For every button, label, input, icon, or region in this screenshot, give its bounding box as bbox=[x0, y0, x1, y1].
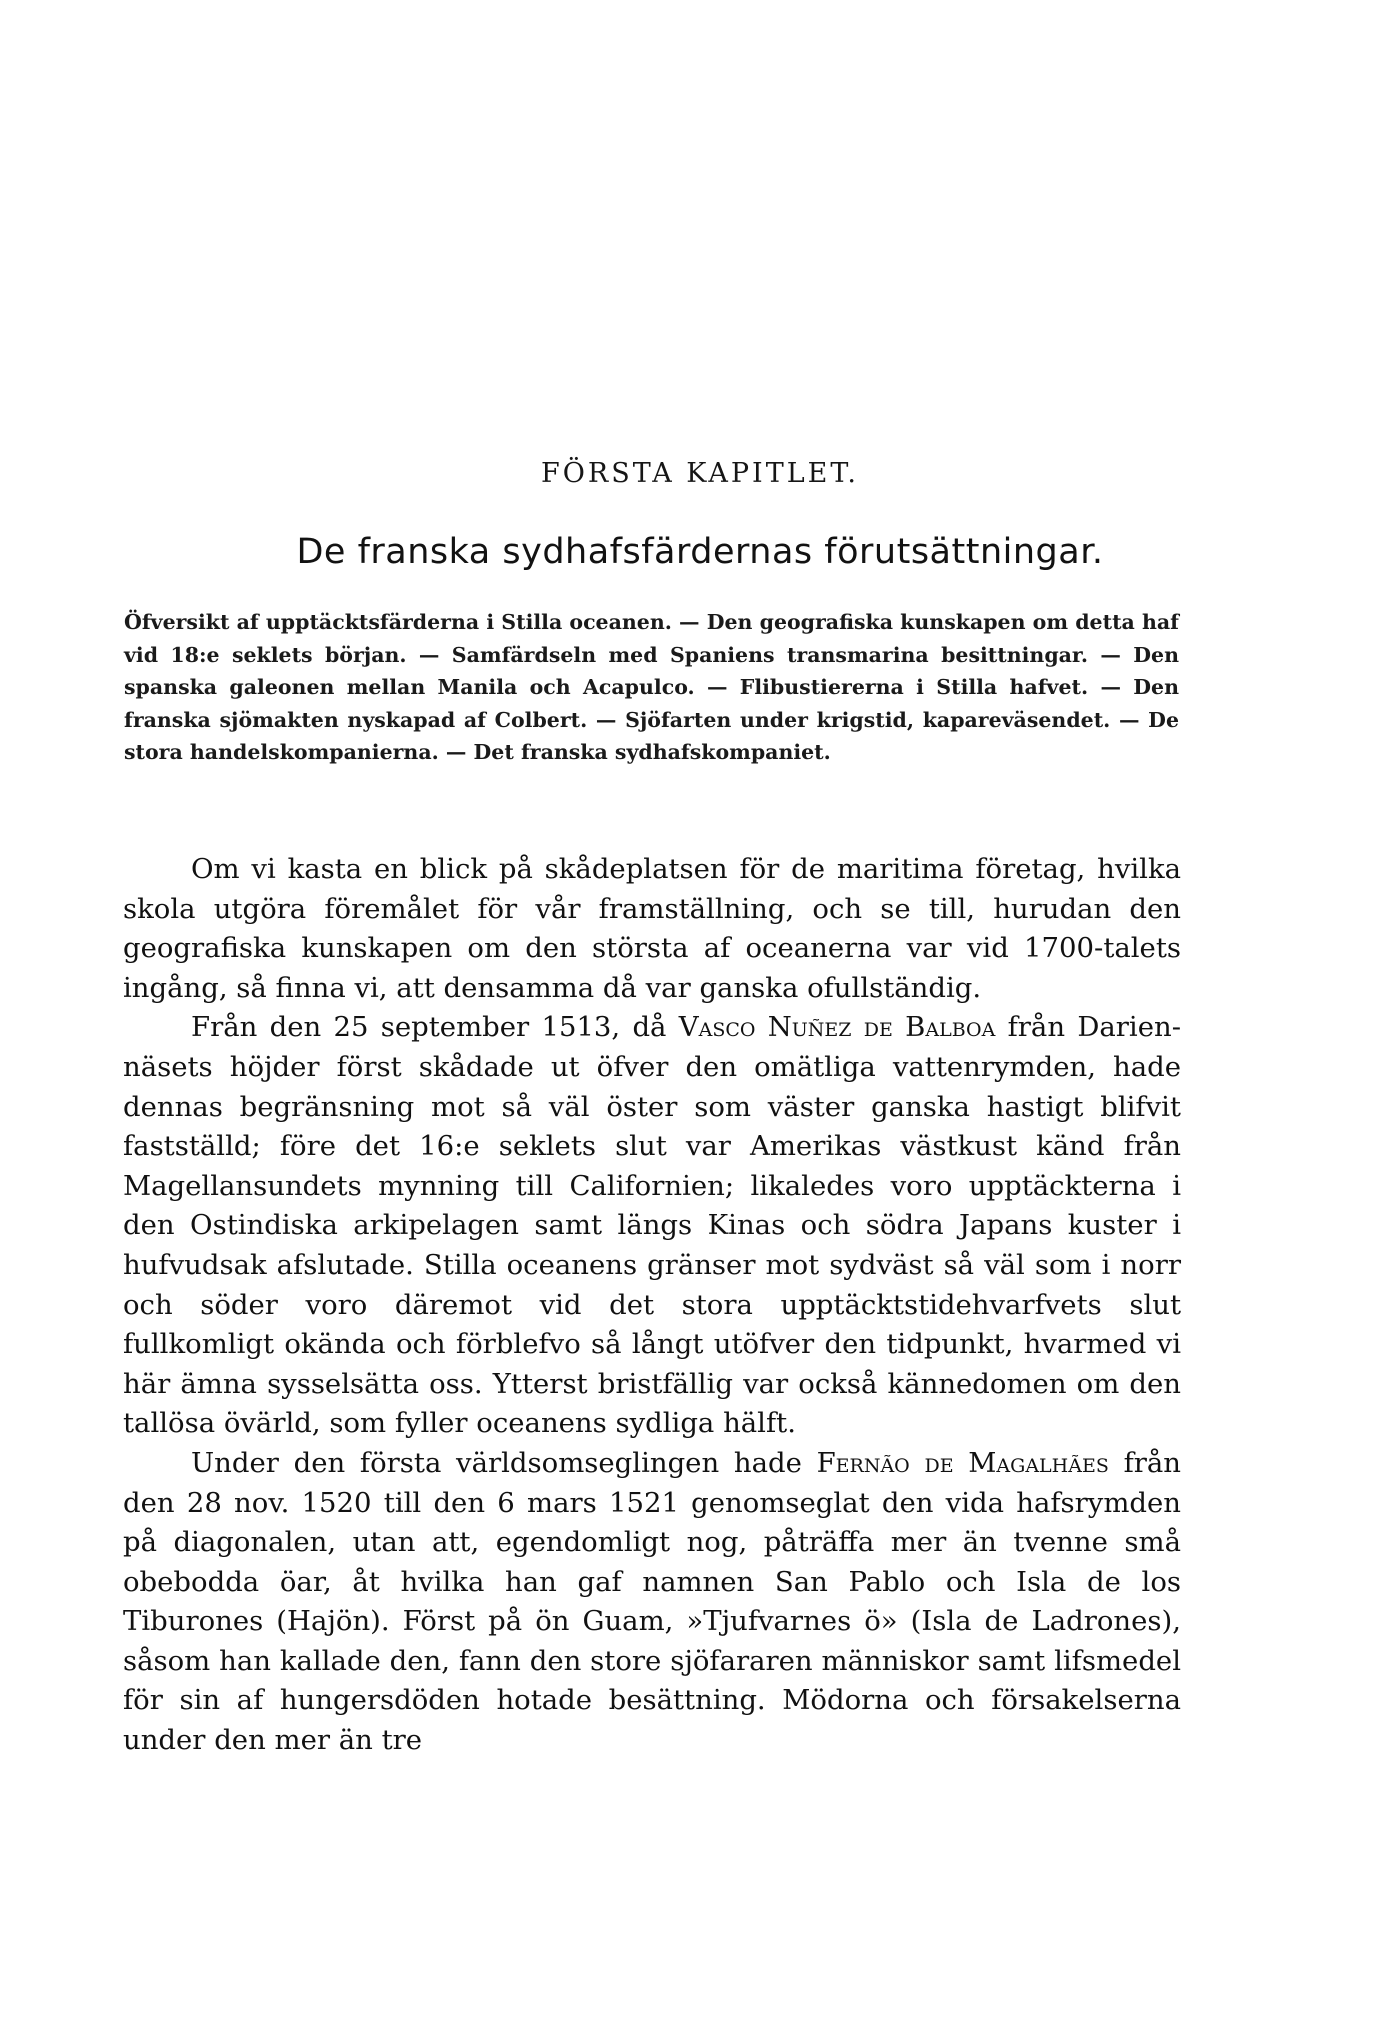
body-text bbox=[123, 850, 1181, 1761]
paragraph-2 bbox=[123, 1008, 1181, 1444]
chapter-heading: FÖRSTA KAPITLET. bbox=[541, 458, 859, 489]
chapter-summary: Öfversikt af upptäcktsfärderna i Stilla oceanen. — Den geografiska kunskapen om detta haf vid 18:e seklets början. — Samfärdseln med Spaniens transmarina besittningar. — Den spanska galeonen mellan Manila och Acapulco. — Flibustiererna i Stilla hafvet. — Den franska sjömakten nyskapad af Colbert. — Sjöfarten under krigstid, kapareväsendet. — De stora handelskompanierna. — Det franska sydhafskompaniet. bbox=[124, 610, 1179, 764]
person-name-balboa: Vasco Nuñez de Balboa bbox=[678, 1011, 996, 1044]
chapter-title: De franska sydhafsfärdernas förutsättningar. bbox=[296, 532, 1104, 572]
paragraph-3 bbox=[123, 1444, 1181, 1761]
paragraph-3-text-start: Under den första världsomseglingen hade bbox=[191, 1446, 802, 1479]
paragraph-3-text-end: från den 28 nov. 1520 till den 6 mars 1521 genomseglat den vida hafsrymden på diagonalen, utan att, egendomligt nog, påträffa mer än tvenne små obebodda öar, åt hvilka han gaf namnen San Pablo och Isla de los Tiburones (Hajön). Först på ön Guam, »Tjufvarnes ö» (Isla de Ladrones), såsom han kallade den, fann den store sjöfararen människor samt lifsmedel för sin af hungersdöden hotade besättning. Mödorna och försakelserna under den mer än tre bbox=[123, 1446, 1182, 1757]
paragraph-2-text-start: Från den 25 september 1513, då bbox=[191, 1011, 667, 1044]
person-name-magalhaes: Fernão de Magalhães bbox=[816, 1446, 1109, 1479]
paragraph-2-text-end: från Darien-näsets höjder först skådade ut öfver den omätliga vattenrymden, hade dennas begränsning mot så väl öster som väster ganska hastigt blifvit fastställd; före det 16:e seklets slut var Amerikas västkust känd från Magellansundets mynning till Californien; likaledes voro upptäckterna i den Ostindiska arkipelagen samt längs Kinas och södra Japans kuster i hufvudsak afslutade. Stilla oceanens gränser mot sydväst så väl som i norr och söder voro däremot vid det stora upptäcktstidehvarfvets slut fullkomligt okända och förblefvo så långt utöfver den tidpunkt, hvarmed vi här ämna sysselsätta oss. Ytterst bristfällig var också kännedomen om den tallösa övärld, som fyller oceanens sydliga hälft. bbox=[123, 1011, 1181, 1440]
paragraph-1: Om vi kasta en blick på skådeplatsen för de maritima företag, hvilka skola utgöra föremålet för vår framställning, och se till, hurudan den geografiska kunskapen om den största af oceanerna var vid 1700-talets ingång, så finna vi, att densamma då var ganska ofullständig. bbox=[123, 853, 1181, 1004]
